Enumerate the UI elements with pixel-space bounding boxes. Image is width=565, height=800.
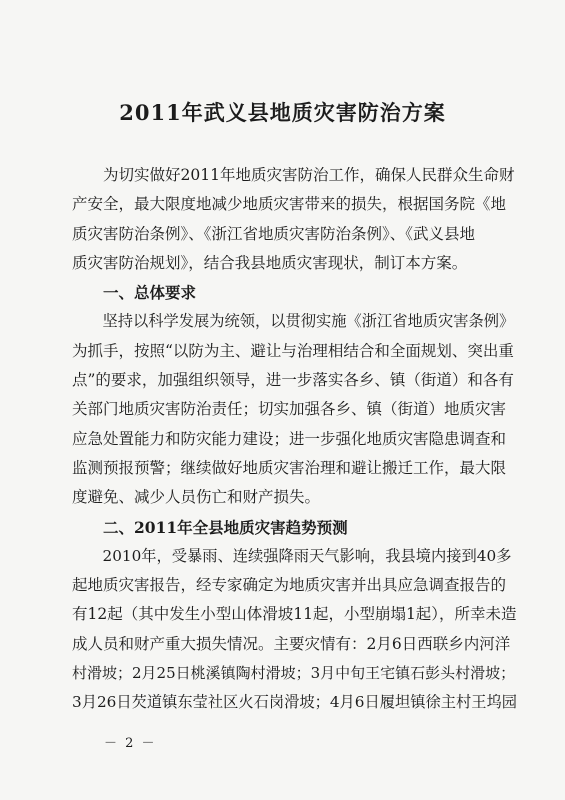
text-line: 3月26日芡道镇东莹社区火石岗滑坡；4月6日履坦镇徐主村王坞园 [72, 693, 518, 712]
text-line: 2010年，受暴雨、连续强降雨天气影响，我县境内接到40多 [72, 546, 512, 565]
page-number: － 2 － [104, 736, 157, 751]
text-line: 应急处置能力和防灾能力建设；进一步强化地质灾害隐患调查和 [72, 429, 507, 448]
text-line: 坚持以科学发展为统领，以贯彻实施《浙江省地质灾害条例》 [72, 312, 515, 331]
text-line: 有12起（其中发生小型山体滑坡11起，小型崩塌1起），所幸未造 [72, 605, 517, 624]
text-line: 质灾害防治规划》，结合我县地质灾害现状，制订本方案。 [72, 253, 468, 272]
text-line: 监测预报预警；继续做好地质灾害治理和避让搬迁工作，最大限 [72, 458, 507, 477]
text-line: 度避免、减少人员伤亡和财产损失。 [72, 488, 321, 507]
text-line: 点”的要求，加强组织领导，进一步落实各乡、镇（街道）和各有 [72, 371, 514, 390]
text-line: 为抓手，按照“以防为主、避让与治理相结合和全面规划、突出重 [72, 341, 514, 360]
document-body [72, 161, 517, 718]
text-line: 质灾害防治条例》、《浙江省地质灾害防治条例》、《武义县地 [72, 224, 476, 243]
text-line: 产安全，最大限度地减少地质灾害带来的损失，根据国务院《地 [72, 195, 507, 214]
text-line: 为切实做好2011年地质灾害防治工作，确保人民群众生命财 [72, 166, 515, 184]
text-line: 成人员和财产重大损失情况。主要灾情有：2月6日西联乡内河洋 [72, 634, 511, 653]
document-title: 2011年武义县地质灾害防治方案 [119, 100, 446, 125]
text-line: 村滑坡；2月25日桃溪镇陶村滑坡；3月中旬王宅镇石彭头村滑坡； [72, 664, 516, 683]
text-line: 关部门地质灾害防治责任；切实加强各乡、镇（街道）地质灾害 [72, 400, 507, 419]
text-line: 起地质灾害报告，经专家确定为地质灾害并出具应急调查报告的 [72, 576, 507, 595]
section-heading-2: 二、2011年全县地质灾害趋势预测 [72, 517, 348, 537]
section-heading-1: 一、总体要求 [72, 283, 197, 303]
